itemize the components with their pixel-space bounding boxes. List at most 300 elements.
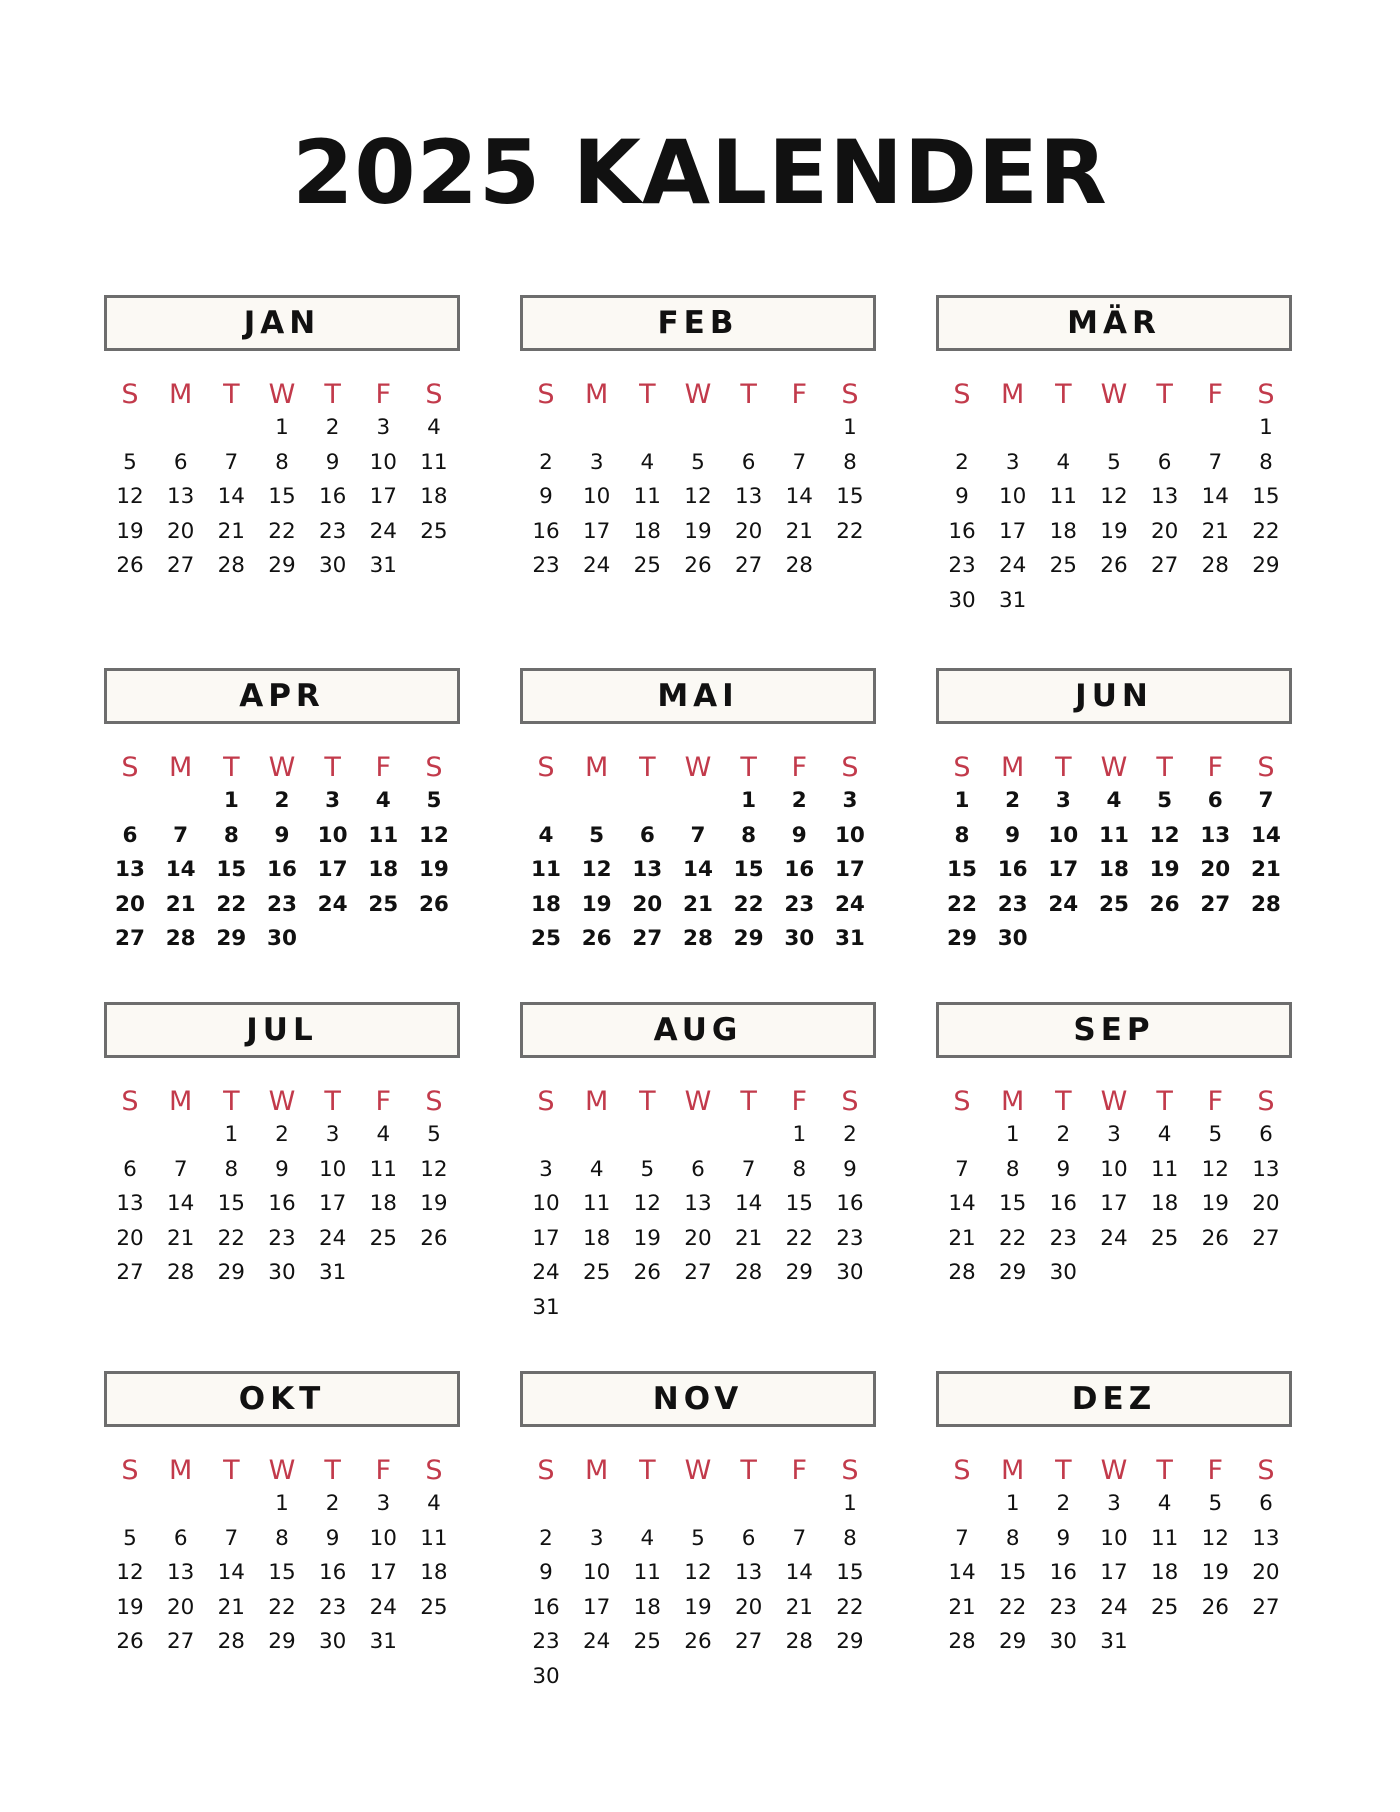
day-cell: 5 bbox=[691, 1525, 705, 1551]
day-cell: 16 bbox=[836, 1191, 864, 1216]
weekday-label: F bbox=[1207, 751, 1224, 783]
day-cell: 9 bbox=[1056, 1525, 1071, 1551]
day-cell: 13 bbox=[1200, 822, 1231, 848]
day-cell: 7 bbox=[792, 449, 807, 475]
day-cell: 30 bbox=[997, 926, 1028, 951]
week-row bbox=[936, 1118, 1292, 1153]
day-cell: 19 bbox=[420, 1191, 448, 1216]
day-cell: 5 bbox=[1208, 1491, 1223, 1516]
day-cell: 12 bbox=[684, 1560, 712, 1585]
day-cell: 10 bbox=[834, 822, 865, 848]
day-cell: 6 bbox=[1259, 1491, 1273, 1516]
week-row bbox=[520, 446, 876, 481]
day-cell: 25 bbox=[1049, 553, 1077, 578]
week-row bbox=[936, 1556, 1292, 1591]
week-row bbox=[104, 480, 460, 515]
day-cell: 29 bbox=[836, 1629, 864, 1654]
day-cell: 16 bbox=[318, 1560, 347, 1585]
day-cell: 31 bbox=[369, 1629, 397, 1654]
empty-day-cell bbox=[110, 784, 150, 819]
day-cell: 26 bbox=[1149, 891, 1180, 917]
weekday-row bbox=[104, 377, 460, 411]
day-cell: 11 bbox=[420, 449, 448, 475]
day-cell: 27 bbox=[115, 926, 145, 951]
weekday-label: W bbox=[268, 751, 296, 783]
empty-day-cell bbox=[414, 922, 454, 957]
day-cell: 24 bbox=[998, 553, 1027, 578]
weekday-label: S bbox=[1257, 1454, 1275, 1486]
weekday-label: T bbox=[639, 1454, 656, 1486]
day-cell: 26 bbox=[684, 1629, 712, 1654]
day-cell: 18 bbox=[633, 518, 661, 544]
day-cell: 14 bbox=[683, 857, 713, 882]
day-cell: 22 bbox=[733, 891, 764, 917]
day-cell: 5 bbox=[640, 1156, 655, 1182]
day-cell: 18 bbox=[1150, 1191, 1179, 1216]
day-cell: 23 bbox=[948, 553, 976, 578]
week-row bbox=[936, 784, 1292, 819]
day-cell: 7 bbox=[955, 1156, 969, 1182]
day-cell: 23 bbox=[268, 1225, 296, 1251]
weekday-row bbox=[936, 1084, 1292, 1118]
day-cell: 12 bbox=[116, 484, 144, 509]
day-cell: 24 bbox=[532, 1260, 560, 1285]
weekday-label: T bbox=[223, 1085, 240, 1117]
empty-day-cell bbox=[729, 1660, 769, 1695]
day-cell: 23 bbox=[267, 891, 297, 917]
day-cell: 24 bbox=[1100, 1225, 1128, 1251]
week-row bbox=[104, 1222, 460, 1257]
empty-day-cell bbox=[993, 411, 1033, 446]
day-cell: 4 bbox=[589, 1156, 604, 1182]
week-row bbox=[520, 1256, 876, 1291]
day-cell: 25 bbox=[420, 1594, 448, 1620]
empty-day-cell bbox=[1246, 1625, 1286, 1660]
day-cell: 10 bbox=[369, 449, 397, 475]
empty-day-cell bbox=[830, 1660, 870, 1695]
day-cell: 15 bbox=[998, 1191, 1027, 1216]
day-cell: 30 bbox=[318, 1629, 347, 1654]
empty-day-cell bbox=[1195, 584, 1235, 619]
weekday-label: W bbox=[268, 1454, 296, 1486]
day-cell: 8 bbox=[843, 449, 857, 475]
weekday-label: F bbox=[791, 1085, 808, 1117]
empty-day-cell bbox=[1195, 1256, 1235, 1291]
day-cell: 30 bbox=[1049, 1260, 1077, 1285]
weekday-label: F bbox=[1207, 378, 1224, 410]
empty-day-cell bbox=[1094, 1256, 1134, 1291]
empty-day-cell bbox=[830, 549, 870, 584]
day-cell: 5 bbox=[691, 449, 705, 475]
day-cell: 25 bbox=[420, 518, 448, 544]
week-row bbox=[936, 1522, 1292, 1557]
day-cell: 25 bbox=[369, 1225, 397, 1251]
empty-day-cell bbox=[627, 411, 667, 446]
month-apr bbox=[104, 668, 460, 957]
day-cell: 22 bbox=[836, 1594, 864, 1620]
weekday-label: T bbox=[1055, 1454, 1072, 1486]
week-row bbox=[936, 1625, 1292, 1660]
empty-day-cell bbox=[1043, 922, 1083, 957]
day-cell: 5 bbox=[123, 1525, 137, 1551]
weekday-label: T bbox=[324, 751, 341, 783]
day-cell: 11 bbox=[582, 1191, 611, 1216]
empty-day-cell bbox=[942, 1487, 982, 1522]
day-cell: 29 bbox=[998, 1629, 1027, 1654]
day-cell: 6 bbox=[1259, 1122, 1273, 1147]
day-cell: 17 bbox=[532, 1225, 560, 1251]
day-cell: 4 bbox=[427, 1491, 441, 1516]
day-cell: 15 bbox=[947, 857, 977, 882]
empty-day-cell bbox=[779, 1660, 819, 1695]
week-row bbox=[936, 922, 1292, 957]
weekday-label: M bbox=[1001, 1085, 1025, 1117]
day-cell: 30 bbox=[836, 1260, 864, 1285]
day-cell: 27 bbox=[632, 926, 663, 951]
day-cell: 27 bbox=[1200, 891, 1231, 917]
empty-day-cell bbox=[211, 1487, 251, 1522]
week-row bbox=[104, 888, 460, 923]
day-cell: 1 bbox=[954, 788, 970, 813]
day-cell: 7 bbox=[224, 1525, 239, 1551]
weekday-label: T bbox=[223, 751, 240, 783]
day-cell: 27 bbox=[1252, 1225, 1280, 1251]
empty-day-cell bbox=[942, 1118, 982, 1153]
day-cell: 19 bbox=[418, 857, 449, 882]
empty-day-cell bbox=[414, 1256, 454, 1291]
weekday-label: M bbox=[169, 378, 193, 410]
month-name: JUL bbox=[104, 1002, 460, 1058]
week-row bbox=[520, 1625, 876, 1660]
day-cell: 5 bbox=[426, 788, 442, 813]
day-cell: 4 bbox=[375, 788, 391, 813]
day-cell: 20 bbox=[734, 518, 763, 544]
week-row bbox=[104, 411, 460, 446]
day-cell: 18 bbox=[1150, 1560, 1179, 1585]
week-row bbox=[520, 1522, 876, 1557]
day-cell: 14 bbox=[1250, 822, 1281, 848]
weekday-label: S bbox=[841, 378, 859, 410]
empty-day-cell bbox=[1145, 411, 1185, 446]
empty-day-cell bbox=[161, 411, 201, 446]
day-cell: 18 bbox=[369, 1191, 397, 1216]
day-cell: 10 bbox=[998, 484, 1027, 509]
day-cell: 1 bbox=[792, 1122, 807, 1147]
weekday-label: T bbox=[1055, 751, 1072, 783]
weekday-label: M bbox=[169, 751, 193, 783]
day-cell: 1 bbox=[224, 1122, 239, 1147]
day-cell: 25 bbox=[633, 553, 661, 578]
month-dez bbox=[936, 1371, 1292, 1660]
day-cell: 13 bbox=[632, 857, 663, 882]
weekday-label: M bbox=[585, 1454, 609, 1486]
day-cell: 24 bbox=[369, 518, 397, 544]
day-cell: 3 bbox=[539, 1156, 553, 1182]
day-cell: 23 bbox=[1049, 1594, 1077, 1620]
day-cell: 5 bbox=[1157, 788, 1173, 813]
day-cell: 13 bbox=[734, 484, 763, 509]
week-row bbox=[520, 853, 876, 888]
day-cell: 19 bbox=[1201, 1560, 1229, 1585]
weekday-row bbox=[104, 1084, 460, 1118]
weekday-label: T bbox=[1055, 1085, 1072, 1117]
day-cell: 3 bbox=[325, 788, 341, 813]
week-row bbox=[104, 1153, 460, 1188]
day-cell: 17 bbox=[998, 518, 1027, 544]
weekday-label: T bbox=[1156, 378, 1173, 410]
month-name: MAI bbox=[520, 668, 876, 724]
weekday-label: W bbox=[684, 751, 712, 783]
month-feb bbox=[520, 295, 876, 584]
week-row bbox=[520, 1591, 876, 1626]
day-cell: 1 bbox=[1005, 1122, 1020, 1147]
day-cell: 12 bbox=[1201, 1156, 1229, 1182]
weekday-row bbox=[936, 377, 1292, 411]
day-cell: 20 bbox=[166, 1594, 195, 1620]
weekday-label: M bbox=[169, 1454, 193, 1486]
day-cell: 15 bbox=[733, 857, 764, 882]
day-cell: 10 bbox=[582, 484, 611, 509]
day-cell: 13 bbox=[734, 1560, 763, 1585]
day-cell: 14 bbox=[948, 1191, 976, 1216]
day-cell: 15 bbox=[1252, 484, 1280, 509]
day-cell: 25 bbox=[1150, 1594, 1179, 1620]
day-cell: 1 bbox=[275, 1491, 289, 1516]
week-row bbox=[104, 1591, 460, 1626]
day-cell: 16 bbox=[532, 1594, 560, 1620]
week-row bbox=[520, 784, 876, 819]
weekday-label: T bbox=[740, 751, 757, 783]
day-cell: 26 bbox=[420, 1225, 448, 1251]
day-cell: 11 bbox=[1049, 484, 1077, 509]
day-cell: 12 bbox=[116, 1560, 144, 1585]
weekday-label: M bbox=[1001, 1454, 1025, 1486]
day-cell: 20 bbox=[1252, 1560, 1280, 1585]
day-cell: 18 bbox=[420, 1560, 448, 1585]
weekday-label: S bbox=[953, 1454, 971, 1486]
empty-day-cell bbox=[678, 1487, 718, 1522]
day-cell: 3 bbox=[325, 1122, 340, 1147]
empty-day-cell bbox=[211, 411, 251, 446]
day-cell: 16 bbox=[784, 857, 815, 882]
empty-day-cell bbox=[161, 1487, 201, 1522]
empty-day-cell bbox=[577, 411, 617, 446]
day-cell: 9 bbox=[539, 1560, 553, 1585]
empty-day-cell bbox=[313, 922, 353, 957]
day-cell: 6 bbox=[1207, 788, 1223, 813]
day-cell: 2 bbox=[325, 415, 340, 440]
day-cell: 2 bbox=[275, 1122, 289, 1147]
day-cell: 21 bbox=[785, 518, 813, 544]
day-cell: 16 bbox=[267, 857, 297, 882]
day-cell: 9 bbox=[791, 822, 807, 848]
weekday-row bbox=[520, 750, 876, 784]
week-row bbox=[520, 1487, 876, 1522]
empty-day-cell bbox=[363, 922, 403, 957]
day-cell: 24 bbox=[582, 1629, 611, 1654]
day-cell: 11 bbox=[633, 484, 661, 509]
day-cell: 30 bbox=[532, 1663, 560, 1689]
day-cell: 16 bbox=[318, 484, 347, 509]
week-row bbox=[936, 1187, 1292, 1222]
day-cell: 19 bbox=[1100, 518, 1128, 544]
day-cell: 21 bbox=[217, 518, 245, 544]
day-cell: 21 bbox=[1250, 857, 1281, 882]
day-cell: 6 bbox=[122, 822, 138, 848]
day-cell: 27 bbox=[116, 1260, 144, 1285]
day-cell: 3 bbox=[589, 449, 604, 475]
day-cell: 2 bbox=[325, 1491, 340, 1516]
weekday-label: F bbox=[791, 751, 808, 783]
day-cell: 2 bbox=[1005, 788, 1021, 813]
day-cell: 4 bbox=[1157, 1491, 1172, 1516]
weekday-label: S bbox=[537, 378, 555, 410]
empty-day-cell bbox=[678, 411, 718, 446]
day-cell: 30 bbox=[784, 926, 815, 951]
day-cell: 20 bbox=[1150, 518, 1179, 544]
day-cell: 2 bbox=[1056, 1491, 1071, 1516]
empty-day-cell bbox=[526, 411, 566, 446]
week-row bbox=[520, 480, 876, 515]
day-cell: 28 bbox=[1201, 553, 1229, 578]
weekday-label: T bbox=[740, 1085, 757, 1117]
week-row bbox=[104, 1487, 460, 1522]
day-cell: 23 bbox=[1049, 1225, 1077, 1251]
empty-day-cell bbox=[729, 1118, 769, 1153]
day-cell: 6 bbox=[639, 822, 655, 848]
weekday-label: S bbox=[537, 1085, 555, 1117]
week-row bbox=[520, 1187, 876, 1222]
week-row bbox=[936, 1256, 1292, 1291]
month-name: NOV bbox=[520, 1371, 876, 1427]
weekday-label: T bbox=[1055, 378, 1072, 410]
day-cell: 17 bbox=[582, 1594, 611, 1620]
week-row bbox=[520, 922, 876, 957]
month-name: AUG bbox=[520, 1002, 876, 1058]
day-cell: 18 bbox=[1049, 518, 1077, 544]
day-cell: 29 bbox=[216, 926, 247, 951]
weekday-label: S bbox=[537, 1454, 555, 1486]
day-cell: 31 bbox=[369, 553, 397, 578]
weekday-label: S bbox=[841, 1085, 859, 1117]
weekday-label: S bbox=[953, 751, 971, 783]
day-cell: 1 bbox=[843, 415, 857, 440]
day-cell: 28 bbox=[217, 553, 245, 578]
day-cell: 18 bbox=[582, 1225, 611, 1251]
day-cell: 8 bbox=[1005, 1156, 1020, 1182]
empty-day-cell bbox=[1195, 922, 1235, 957]
weekday-label: T bbox=[1156, 1085, 1173, 1117]
day-cell: 10 bbox=[1100, 1156, 1128, 1182]
weekday-label: S bbox=[1257, 378, 1275, 410]
week-row bbox=[936, 480, 1292, 515]
weekday-label: M bbox=[585, 1085, 609, 1117]
day-cell: 10 bbox=[582, 1560, 611, 1585]
weekday-label: T bbox=[639, 1085, 656, 1117]
month-okt bbox=[104, 1371, 460, 1660]
day-cell: 28 bbox=[217, 1629, 245, 1654]
month-mär bbox=[936, 295, 1292, 618]
day-cell: 8 bbox=[275, 1525, 289, 1551]
weekday-row bbox=[104, 1453, 460, 1487]
week-row bbox=[936, 1153, 1292, 1188]
empty-day-cell bbox=[577, 784, 617, 819]
day-cell: 28 bbox=[166, 1260, 195, 1285]
empty-day-cell bbox=[942, 411, 982, 446]
day-cell: 11 bbox=[1099, 822, 1129, 848]
day-cell: 22 bbox=[217, 1225, 245, 1251]
empty-day-cell bbox=[627, 1118, 667, 1153]
day-cell: 21 bbox=[166, 1225, 195, 1251]
day-cell: 4 bbox=[1056, 449, 1071, 475]
weekday-label: W bbox=[684, 378, 712, 410]
week-row bbox=[104, 1522, 460, 1557]
empty-day-cell bbox=[110, 1118, 150, 1153]
weekday-label: F bbox=[791, 1454, 808, 1486]
day-cell: 12 bbox=[1149, 822, 1180, 848]
day-cell: 25 bbox=[633, 1629, 661, 1654]
day-cell: 24 bbox=[1100, 1594, 1128, 1620]
day-cell: 14 bbox=[734, 1191, 763, 1216]
day-cell: 2 bbox=[1056, 1122, 1071, 1147]
day-cell: 14 bbox=[948, 1560, 976, 1585]
empty-day-cell bbox=[729, 1291, 769, 1326]
day-cell: 5 bbox=[589, 822, 605, 848]
weekday-label: M bbox=[1001, 751, 1025, 783]
day-cell: 12 bbox=[420, 1156, 448, 1182]
day-cell: 5 bbox=[123, 449, 137, 475]
day-cell: 8 bbox=[223, 822, 239, 848]
empty-day-cell bbox=[1145, 1625, 1185, 1660]
day-cell: 22 bbox=[1252, 518, 1280, 544]
day-cell: 25 bbox=[1150, 1225, 1179, 1251]
day-cell: 12 bbox=[1201, 1525, 1229, 1551]
day-cell: 2 bbox=[274, 788, 290, 813]
weekday-label: T bbox=[324, 1085, 341, 1117]
empty-day-cell bbox=[577, 1118, 617, 1153]
weekday-label: M bbox=[585, 378, 609, 410]
empty-day-cell bbox=[678, 784, 718, 819]
weekday-label: S bbox=[953, 1085, 971, 1117]
week-row bbox=[936, 584, 1292, 619]
empty-day-cell bbox=[1043, 411, 1083, 446]
day-cell: 30 bbox=[948, 587, 976, 613]
day-cell: 5 bbox=[1208, 1122, 1223, 1147]
empty-day-cell bbox=[1094, 411, 1134, 446]
day-cell: 6 bbox=[1157, 449, 1172, 475]
day-cell: 21 bbox=[217, 1594, 245, 1620]
day-cell: 11 bbox=[531, 857, 561, 882]
day-cell: 4 bbox=[640, 449, 655, 475]
day-cell: 18 bbox=[531, 891, 561, 917]
week-row bbox=[936, 411, 1292, 446]
day-cell: 10 bbox=[1048, 822, 1079, 848]
month-name: APR bbox=[104, 668, 460, 724]
empty-day-cell bbox=[627, 1487, 667, 1522]
week-row bbox=[104, 819, 460, 854]
day-cell: 25 bbox=[1099, 891, 1129, 917]
day-cell: 19 bbox=[1149, 857, 1180, 882]
month-mai bbox=[520, 668, 876, 957]
day-cell: 3 bbox=[1107, 1122, 1121, 1147]
day-cell: 30 bbox=[318, 553, 347, 578]
day-cell: 23 bbox=[836, 1225, 864, 1251]
weekday-label: T bbox=[324, 1454, 341, 1486]
day-cell: 19 bbox=[684, 518, 712, 544]
day-cell: 17 bbox=[318, 1191, 347, 1216]
day-cell: 26 bbox=[1201, 1225, 1229, 1251]
empty-day-cell bbox=[526, 1118, 566, 1153]
